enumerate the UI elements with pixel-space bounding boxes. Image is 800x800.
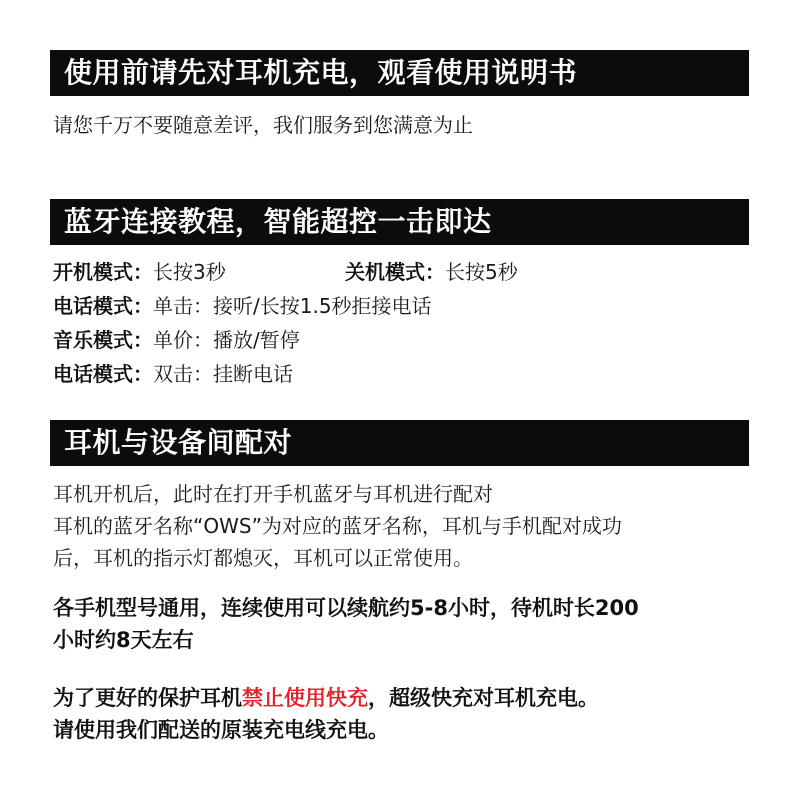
pairing-paragraph-line-1: 耳机开机后，此时在打开手机蓝牙与耳机进行配对 <box>53 482 493 506</box>
music-mode-value: 单价：播放/暂停 <box>153 328 300 352</box>
battery-life-line-1: 各手机型号通用，连续使用可以续航约5-8小时，待机时长200 <box>53 596 639 620</box>
charge-first-banner <box>50 50 749 96</box>
warning-text-before: 为了更好的保护耳机 <box>53 686 242 710</box>
warning-text-after: ，超级快充对耳机充电。 <box>368 686 599 710</box>
bluetooth-tutorial-banner <box>50 199 749 245</box>
call-mode-row <box>53 290 432 322</box>
power-on-mode-value: 长按3秒 <box>153 260 226 284</box>
power-on-mode-label: 开机模式： <box>53 260 153 284</box>
fast-charge-warning-line-1 <box>53 682 599 714</box>
music-mode-label: 音乐模式： <box>53 328 153 352</box>
battery-life-line-2: 小时约8天左右 <box>53 628 194 652</box>
pairing-paragraph-line-2: 耳机的蓝牙名称“OWS”为对应的蓝牙名称，耳机与手机配对成功 <box>53 514 622 538</box>
call-mode-value: 单击：接听/长按1.5秒拒接电话 <box>153 294 432 318</box>
power-off-mode-label: 关机模式： <box>345 260 445 284</box>
pairing-banner <box>50 420 749 466</box>
charge-first-heading: 使用前请先对耳机充电，观看使用说明书 <box>64 56 578 89</box>
hangup-mode-row <box>53 358 293 390</box>
power-off-mode-row <box>345 256 518 288</box>
no-fast-charge-highlight: 禁止使用快充 <box>242 686 368 710</box>
music-mode-row <box>53 324 300 356</box>
pairing-paragraph-line-3: 后，耳机的指示灯都熄灭，耳机可以正常使用。 <box>53 546 473 570</box>
call-mode-label: 电话模式： <box>53 294 153 318</box>
pairing-heading: 耳机与设备间配对 <box>64 426 293 459</box>
power-off-mode-value: 长按5秒 <box>445 260 518 284</box>
bluetooth-tutorial-heading: 蓝牙连接教程，智能超控一击即达 <box>64 205 492 238</box>
original-cable-note: 请使用我们配送的原装充电线充电。 <box>53 718 389 742</box>
hangup-mode-label: 电话模式： <box>53 362 153 386</box>
hangup-mode-value: 双击：挂断电话 <box>153 362 293 386</box>
no-bad-review-note: 请您千万不要随意差评，我们服务到您满意为止 <box>53 113 473 137</box>
power-on-mode-row <box>53 256 226 288</box>
